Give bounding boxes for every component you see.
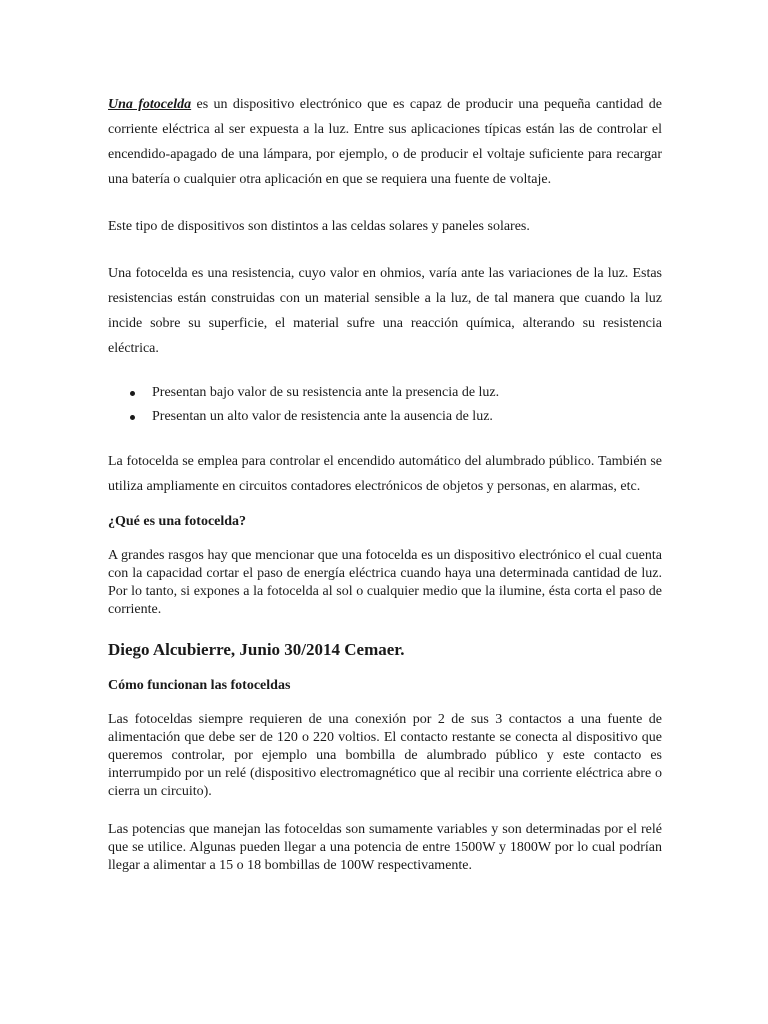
bullet-icon — [130, 415, 135, 420]
bullet-item — [108, 381, 662, 405]
bullet-list — [108, 381, 662, 429]
paragraph-distintos: Este tipo de dispositivos son distintos a las celdas solares y paneles solares. — [108, 219, 530, 234]
intro-text: es un dispositivo electrónico que es capaz de producir una pequeña cantidad de corriente eléctrica al ser expuesta a la luz. Entre sus aplicaciones típicas están las de controlar el encendido-apagado de una lámpara, por ejemplo, o de producir el voltaje suficiente para recargar una batería o cualquier otra aplicación en que se requiera una fuente de voltaje. — [108, 97, 663, 187]
paragraph-uso: La fotocelda se emplea para controlar el encendido automático del alumbrado público. También se utiliza ampliamente en circuitos contadores electrónicos de objetos y personas, en alarmas, etc. — [108, 454, 662, 494]
bullet-item — [108, 405, 662, 429]
intro-paragraph — [108, 92, 662, 192]
author-line: Diego Alcubierre, Junio 30/2014 Cemaer. — [108, 640, 405, 659]
paragraph-potencias: Las potencias que manejan las fotoceldas son sumamente variables y son determinadas por el relé que se utilice. Algunas pueden llegar a una potencia de entre 1500W y 1800W por lo cual podrían llegar a alimentar a 15 o 18 bombillas de 100W respectivamente. — [108, 822, 662, 873]
intro-lead-term: Una fotocelda — [108, 97, 192, 112]
paragraph-resistencia: Una fotocelda es una resistencia, cuyo valor en ohmios, varía ante las variaciones de la luz. Estas resistencias están construidas con un material sensible a la luz, de tal manera que cuando la luz incide sobre su superficie, el material sufre una reacción química, alterando su resistencia eléctrica. — [108, 266, 662, 356]
bullet-text: Presentan un alto valor de resistencia ante la ausencia de luz. — [152, 409, 493, 424]
document-page — [108, 92, 662, 875]
bullet-text: Presentan bajo valor de su resistencia ante la presencia de luz. — [152, 385, 500, 400]
bullet-icon — [130, 391, 135, 396]
heading-como: Cómo funcionan las fotoceldas — [108, 678, 291, 693]
paragraph-que-es: A grandes rasgos hay que mencionar que una fotocelda es un dispositivo electrónico el cual cuenta con la capacidad cortar el paso de energía eléctrica cuando haya una determinada cantidad de luz. Por lo tanto, si expones a la fotocelda al sol o cualquier medio que la ilumine, ésta corta el paso de corriente. — [108, 548, 662, 617]
heading-que-es: ¿Qué es una fotocelda? — [108, 514, 247, 529]
paragraph-como: Las fotoceldas siempre requieren de una conexión por 2 de sus 3 contactos a una fuente de alimentación que debe ser de 120 o 220 voltios. El contacto restante se conecta al dispositivo que queremos controlar, por ejemplo una bombilla de alumbrado público y este contacto es interrumpido por un relé (dispositivo electromagnético que al recibir una corriente eléctrica abre o cierra un circuito). — [108, 712, 662, 799]
